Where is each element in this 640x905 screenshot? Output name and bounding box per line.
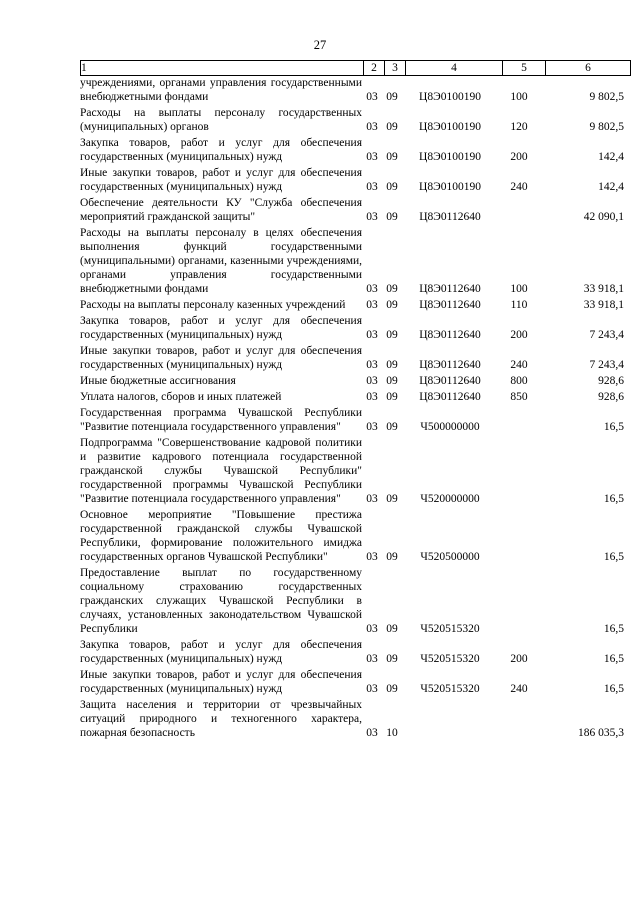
row-name: Подпрограмма "Совершенствование кадровой политики и развитие кадрового потенциала государственной гражданской службы Чувашской Республики" государственной программы Чувашской Республики "Развитие потенциала государственного управления" bbox=[80, 437, 362, 505]
row-name: Иные бюджетные ассигнования bbox=[80, 375, 236, 387]
row-expense-type bbox=[498, 564, 540, 636]
row-target-code: Ч500000000 bbox=[420, 421, 480, 433]
table-row bbox=[80, 434, 626, 506]
row-expense-type: 100 bbox=[510, 91, 528, 103]
row-expense-type: 240 bbox=[510, 359, 528, 371]
row-section: 03 bbox=[366, 359, 378, 371]
row-expense-type: 200 bbox=[510, 329, 528, 341]
row-subsection: 09 bbox=[386, 623, 398, 635]
row-subsection: 09 bbox=[386, 181, 398, 193]
row-subsection: 09 bbox=[386, 421, 398, 433]
row-name: Обеспечение деятельности КУ "Служба обеспечения мероприятий гражданской защиты" bbox=[80, 197, 362, 223]
row-expense-type bbox=[498, 194, 540, 224]
row-target-code: Ц8Э0112640 bbox=[419, 283, 481, 295]
row-section: 03 bbox=[366, 727, 378, 739]
row-section: 03 bbox=[366, 211, 378, 223]
row-subsection: 09 bbox=[386, 211, 398, 223]
row-amount: 9 802,5 bbox=[589, 91, 624, 103]
table-row bbox=[80, 342, 626, 372]
row-amount: 42 090,1 bbox=[583, 211, 624, 223]
row-target-code: Ц8Э0100190 bbox=[419, 91, 481, 103]
row-target-code: Ц8Э0112640 bbox=[419, 299, 481, 311]
row-amount: 7 243,4 bbox=[589, 359, 624, 371]
row-name: Расходы на выплаты персоналу казенных учреждений bbox=[80, 299, 346, 311]
row-amount: 928,6 bbox=[598, 375, 624, 387]
row-target-code: Ч520515320 bbox=[420, 623, 480, 635]
row-expense-type: 110 bbox=[510, 299, 528, 311]
row-target-code: Ц8Э0112640 bbox=[419, 391, 481, 403]
row-section: 03 bbox=[366, 181, 378, 193]
row-expense-type bbox=[498, 506, 540, 564]
table-row bbox=[80, 696, 626, 740]
table-row bbox=[80, 194, 626, 224]
row-name: Расходы на выплаты персоналу государственных (муниципальных) органов bbox=[80, 107, 362, 133]
row-target-code: Ч520000000 bbox=[420, 493, 480, 505]
row-target-code: Ц8Э0112640 bbox=[419, 211, 481, 223]
row-name: Основное мероприятие "Повышение престижа государственной гражданской службы Чувашской Республики, формирование положительного имиджа государственных органов Чувашской Республики" bbox=[80, 509, 362, 563]
row-subsection: 09 bbox=[386, 493, 398, 505]
table-row bbox=[80, 164, 626, 194]
row-section: 03 bbox=[366, 121, 378, 133]
row-name: Закупка товаров, работ и услуг для обеспечения государственных (муниципальных) нужд bbox=[80, 639, 362, 665]
row-amount: 928,6 bbox=[598, 391, 624, 403]
page-number: 27 bbox=[313, 38, 327, 52]
row-amount: 16,5 bbox=[603, 421, 624, 433]
row-subsection: 09 bbox=[386, 391, 398, 403]
row-subsection: 09 bbox=[386, 653, 398, 665]
row-amount: 16,5 bbox=[603, 653, 624, 665]
row-target-code: Ч520500000 bbox=[420, 551, 480, 563]
row-expense-type: 120 bbox=[510, 121, 528, 133]
header-col-6: 6 bbox=[546, 61, 631, 76]
header-col-2: 2 bbox=[364, 61, 385, 76]
row-target-code: Ц8Э0100190 bbox=[419, 151, 481, 163]
row-section: 03 bbox=[366, 653, 378, 665]
row-expense-type: 800 bbox=[510, 375, 528, 387]
row-expense-type: 100 bbox=[510, 283, 528, 295]
table-row bbox=[80, 506, 626, 564]
row-amount: 142,4 bbox=[598, 151, 624, 163]
budget-table bbox=[80, 76, 626, 740]
row-amount: 16,5 bbox=[603, 551, 624, 563]
row-name: Иные закупки товаров, работ и услуг для обеспечения государственных (муниципальных) нужд bbox=[80, 345, 362, 371]
row-target-code: Ц8Э0112640 bbox=[419, 375, 481, 387]
row-subsection: 10 bbox=[386, 727, 398, 739]
row-name: Закупка товаров, работ и услуг для обеспечения государственных (муниципальных) нужд bbox=[80, 137, 362, 163]
row-name: учреждениями, органами управления государственными внебюджетными фондами bbox=[80, 77, 362, 103]
table-row bbox=[80, 312, 626, 342]
row-subsection: 09 bbox=[386, 359, 398, 371]
header-col-1: 1 bbox=[81, 61, 364, 76]
row-amount: 33 918,1 bbox=[583, 299, 624, 311]
row-name: Иные закупки товаров, работ и услуг для обеспечения государственных (муниципальных) нужд bbox=[80, 669, 362, 695]
row-subsection: 09 bbox=[386, 151, 398, 163]
table-row bbox=[80, 134, 626, 164]
row-subsection: 09 bbox=[386, 551, 398, 563]
row-section: 03 bbox=[366, 375, 378, 387]
table-header bbox=[80, 60, 631, 76]
row-target-code: Ц8Э0100190 bbox=[419, 121, 481, 133]
row-subsection: 09 bbox=[386, 329, 398, 341]
table-row bbox=[80, 104, 626, 134]
row-amount: 16,5 bbox=[603, 493, 624, 505]
row-expense-type: 200 bbox=[510, 653, 528, 665]
row-amount: 142,4 bbox=[598, 181, 624, 193]
row-section: 03 bbox=[366, 391, 378, 403]
row-expense-type: 240 bbox=[510, 181, 528, 193]
row-amount: 9 802,5 bbox=[589, 121, 624, 133]
row-section: 03 bbox=[366, 683, 378, 695]
row-target-code: Ц8Э0112640 bbox=[419, 329, 481, 341]
row-name: Защита населения и территории от чрезвычайных ситуаций природного и техногенного характера, пожарная безопасность bbox=[80, 699, 362, 739]
table-row bbox=[80, 224, 626, 296]
row-name: Государственная программа Чувашской Республики "Развитие потенциала государственного управления" bbox=[80, 407, 362, 433]
row-section: 03 bbox=[366, 623, 378, 635]
header-col-4: 4 bbox=[406, 61, 503, 76]
row-section: 03 bbox=[366, 283, 378, 295]
row-subsection: 09 bbox=[386, 299, 398, 311]
row-section: 03 bbox=[366, 493, 378, 505]
row-name: Иные закупки товаров, работ и услуг для обеспечения государственных (муниципальных) нужд bbox=[80, 167, 362, 193]
row-section: 03 bbox=[366, 91, 378, 103]
row-target-code bbox=[402, 696, 498, 740]
row-amount: 16,5 bbox=[603, 683, 624, 695]
row-section: 03 bbox=[366, 151, 378, 163]
row-target-code: Ц8Э0112640 bbox=[419, 359, 481, 371]
table-row bbox=[80, 388, 626, 404]
table-row bbox=[80, 76, 626, 104]
row-name: Уплата налогов, сборов и иных платежей bbox=[80, 391, 282, 403]
row-name: Расходы на выплаты персоналу в целях обеспечения выполнения функций государственными (муниципальными) органами, казенными учреждениями, органами управления государственными внебюджетными фондами bbox=[80, 227, 362, 295]
row-section: 03 bbox=[366, 421, 378, 433]
row-name: Закупка товаров, работ и услуг для обеспечения государственных (муниципальных) нужд bbox=[80, 315, 362, 341]
row-target-code: Ч520515320 bbox=[420, 683, 480, 695]
row-subsection: 09 bbox=[386, 375, 398, 387]
row-expense-type: 200 bbox=[510, 151, 528, 163]
table-row bbox=[80, 666, 626, 696]
row-section: 03 bbox=[366, 329, 378, 341]
row-subsection: 09 bbox=[386, 683, 398, 695]
row-target-code: Ц8Э0100190 bbox=[419, 181, 481, 193]
row-expense-type: 240 bbox=[510, 683, 528, 695]
header-col-3: 3 bbox=[385, 61, 406, 76]
row-section: 03 bbox=[366, 551, 378, 563]
row-amount: 7 243,4 bbox=[589, 329, 624, 341]
row-expense-type bbox=[498, 434, 540, 506]
row-amount: 186 035,3 bbox=[578, 727, 624, 739]
row-expense-type: 850 bbox=[510, 391, 528, 403]
row-name: Предоставление выплат по государственному социальному страхованию государственных гражданских служащих Чувашской Республики в случаях, установленных законодательством Чувашской Республики bbox=[80, 567, 362, 635]
table-row bbox=[80, 564, 626, 636]
row-amount: 33 918,1 bbox=[583, 283, 624, 295]
row-subsection: 09 bbox=[386, 91, 398, 103]
table-row bbox=[80, 404, 626, 434]
row-expense-type bbox=[498, 696, 540, 740]
table-row bbox=[80, 636, 626, 666]
table-row bbox=[80, 372, 626, 388]
row-expense-type bbox=[498, 404, 540, 434]
table-row bbox=[80, 296, 626, 312]
row-amount: 16,5 bbox=[603, 623, 624, 635]
row-section: 03 bbox=[366, 299, 378, 311]
row-target-code: Ч520515320 bbox=[420, 653, 480, 665]
row-subsection: 09 bbox=[386, 283, 398, 295]
row-subsection: 09 bbox=[386, 121, 398, 133]
header-col-5: 5 bbox=[503, 61, 546, 76]
